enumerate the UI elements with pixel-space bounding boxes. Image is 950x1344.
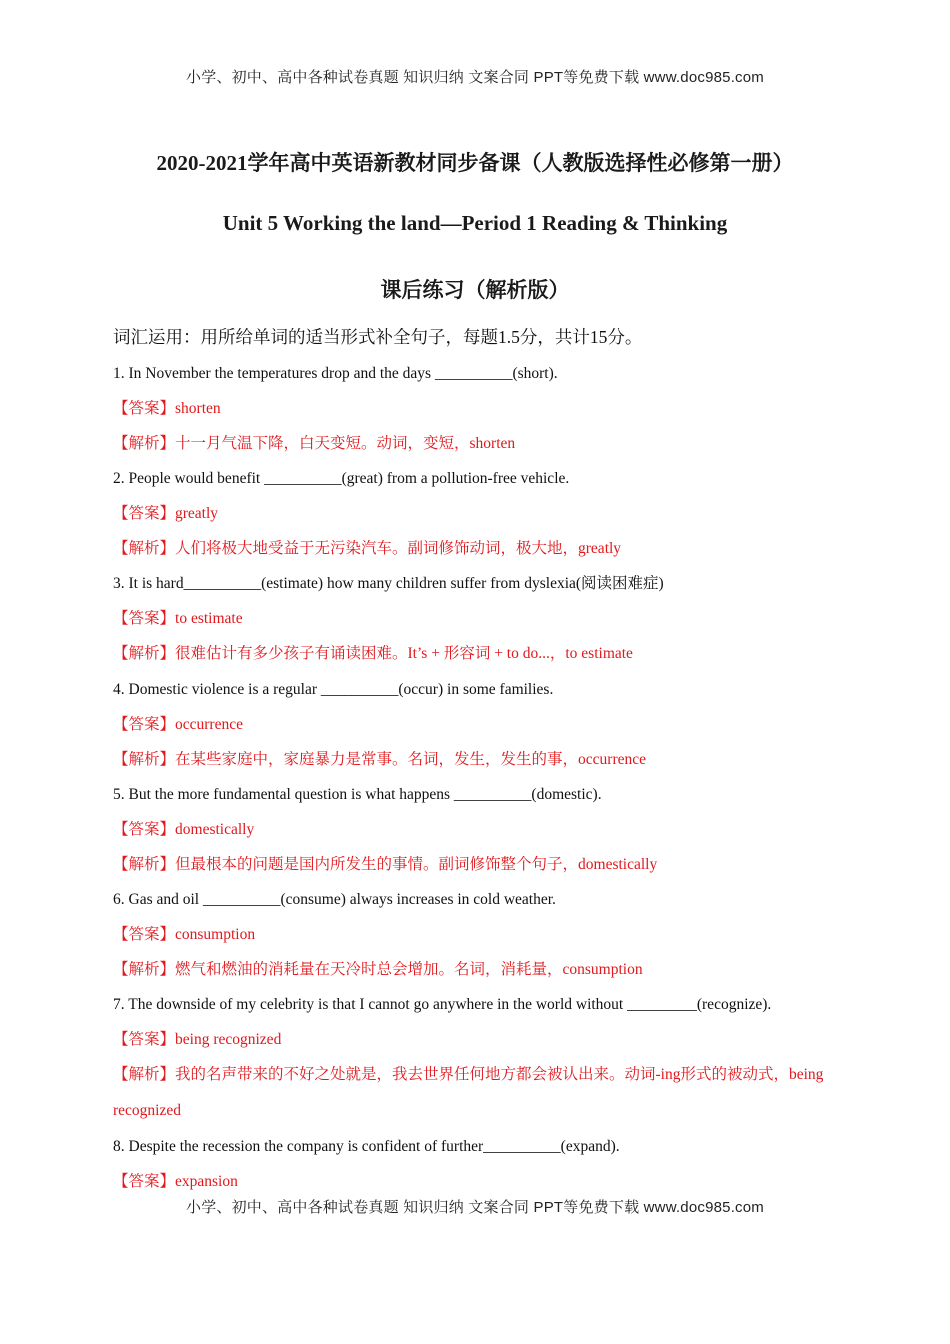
analysis-line <box>113 742 853 777</box>
question-item <box>113 882 853 987</box>
question-item <box>113 566 853 672</box>
analysis-tag: 【解析】 <box>113 856 176 873</box>
analysis-tag: 【解析】 <box>113 961 176 978</box>
answer-tag: 【答案】 <box>113 926 176 943</box>
answer-tag: 【答案】 <box>113 400 176 417</box>
analysis-text: 我的名声带来的不好之处就是，我去世界任何地方都会被认出来。动词-ing形式的被动式，being recognized <box>113 1066 824 1119</box>
exercise-content <box>113 322 853 1199</box>
answer-line <box>113 1164 853 1199</box>
question-text: 3. It is hard__________(estimate) how many children suffer from dyslexia(阅读困难症) <box>113 575 664 592</box>
analysis-line <box>113 847 853 882</box>
question-text: 4. Domestic violence is a regular __________(occur) in some families. <box>113 681 554 698</box>
analysis-tag: 【解析】 <box>113 435 176 452</box>
exercise-subtitle: 课后练习（解析版） <box>380 278 570 302</box>
answer-tag: 【答案】 <box>113 716 176 733</box>
analysis-text: 燃气和燃油的消耗量在天冷时总会增加。名词，消耗量，consumption <box>175 961 643 978</box>
question-list <box>113 356 853 1199</box>
analysis-line <box>113 952 853 987</box>
analysis-text: 十一月气温下降，白天变短。动词，变短，shorten <box>175 435 516 452</box>
analysis-tag: 【解析】 <box>113 1066 176 1083</box>
answer-tag: 【答案】 <box>113 505 176 522</box>
analysis-text: 但最根本的问题是国内所发生的事情。副词修饰整个句子，domestically <box>175 856 658 873</box>
answer-text: consumption <box>175 926 256 943</box>
document-title: 2020-2021学年高中英语新教材同步备课（人教版选择性必修第一册） <box>156 151 794 175</box>
answer-tag: 【答案】 <box>113 1031 176 1048</box>
analysis-line <box>113 1057 853 1129</box>
unit-title: Unit 5 Working the land—Period 1 Reading & Thinking <box>222 211 728 235</box>
answer-line <box>113 601 853 636</box>
analysis-text: 很难估计有多少孩子有诵读困难。It’s + 形容词 + to do...，to estimate <box>175 645 633 662</box>
analysis-line <box>113 426 853 461</box>
answer-text: being recognized <box>175 1031 282 1048</box>
analysis-text: 在某些家庭中，家庭暴力是常事。名词，发生，发生的事，occurrence <box>175 751 646 768</box>
question-text: 5. But the more fundamental question is what happens __________(domestic). <box>113 786 602 803</box>
answer-line <box>113 812 853 847</box>
footer-banner: 小学、初中、高中各种试卷真题 知识归纳 文案合同 PPT等免费下载 www.doc985.com <box>186 1199 764 1216</box>
answer-text: occurrence <box>175 716 243 733</box>
answer-tag: 【答案】 <box>113 821 176 838</box>
analysis-tag: 【解析】 <box>113 751 176 768</box>
answer-tag: 【答案】 <box>113 610 176 627</box>
answer-line <box>113 707 853 742</box>
question-text: 2. People would benefit __________(great) from a pollution-free vehicle. <box>113 470 570 487</box>
answer-line <box>113 917 853 952</box>
analysis-tag: 【解析】 <box>113 540 176 557</box>
answer-tag: 【答案】 <box>113 1173 176 1190</box>
header-banner: 小学、初中、高中各种试卷真题 知识归纳 文案合同 PPT等免费下载 www.doc985.com <box>186 69 764 86</box>
question-text: 6. Gas and oil __________(consume) always increases in cold weather. <box>113 891 556 908</box>
analysis-tag: 【解析】 <box>113 645 176 662</box>
answer-text: greatly <box>175 505 219 522</box>
answer-line <box>113 391 853 426</box>
question-item <box>113 356 853 461</box>
answer-text: to estimate <box>175 610 243 627</box>
answer-line <box>113 496 853 531</box>
question-item <box>113 461 853 566</box>
question-item <box>113 1129 853 1199</box>
analysis-line <box>113 636 853 672</box>
question-item <box>113 987 853 1129</box>
question-item <box>113 777 853 882</box>
answer-text: shorten <box>175 400 221 417</box>
answer-text: expansion <box>175 1173 238 1190</box>
question-item <box>113 672 853 777</box>
question-text: 7. The downside of my celebrity is that I cannot go anywhere in the world without _________(recognize). <box>113 996 772 1013</box>
question-text: 8. Despite the recession the company is confident of further__________(expand). <box>113 1138 620 1155</box>
instruction-text: 词汇运用：用所给单词的适当形式补全句子，每题1.5分，共计15分。 <box>113 327 643 347</box>
answer-text: domestically <box>175 821 255 838</box>
analysis-text: 人们将极大地受益于无污染汽车。副词修饰动词，极大地，greatly <box>175 540 622 557</box>
question-text: 1. In November the temperatures drop and the days __________(short). <box>113 365 558 382</box>
analysis-line <box>113 531 853 566</box>
answer-line <box>113 1022 853 1057</box>
